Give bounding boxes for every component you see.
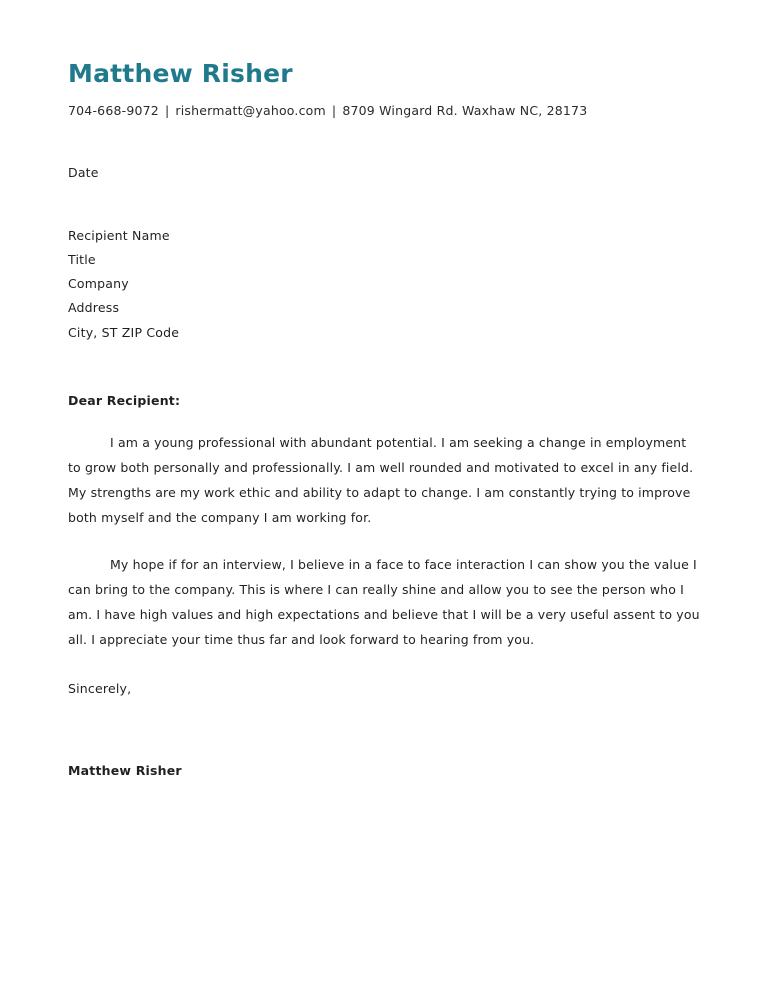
- signature-name: Matthew Risher: [68, 762, 182, 778]
- recipient-company: Company: [68, 276, 129, 292]
- recipient-name: Recipient Name: [68, 228, 170, 243]
- signature-space: [68, 701, 700, 763]
- phone-number: 704-668-9072: [68, 102, 159, 118]
- spacer-before-salutation: [68, 345, 700, 393]
- date-field: Date: [68, 165, 99, 180]
- spacer-before-date: [68, 119, 700, 165]
- recipient-city-state-zip: City, ST ZIP Code: [68, 324, 180, 340]
- contact-separator-1: |: [164, 102, 170, 118]
- recipient-block: [68, 224, 700, 345]
- recipient-address: Address: [68, 300, 120, 316]
- page-title: Matthew Risher: [68, 59, 293, 88]
- contact-line: [68, 102, 700, 120]
- mailing-address: 8709 Wingard Rd. Waxhaw NC, 28173: [342, 102, 588, 118]
- email-address: rishermatt@yahoo.com: [175, 102, 326, 118]
- salutation: Dear Recipient:: [68, 392, 181, 408]
- cover-letter: [68, 60, 700, 778]
- body-paragraph-2: My hope if for an interview, I believe in a face to face interaction I can show you the value I can bring to the company. This is where I can really shine and allow you to see the person who I am. I have high values and high expectations and believe that I will be a very useful assent to you all. I appreciate your time thus far and look forward to hearing from you.: [68, 556, 700, 647]
- body-paragraph-1: I am a young professional with abundant potential. I am seeking a change in employment to grow both personally and professionally. I am well rounded and motivated to excel in any field. My strengths are my work ethic and ability to adapt to change. I am constantly trying to improve both myself and the company I am working for.: [68, 434, 694, 525]
- recipient-title: Title: [68, 252, 96, 268]
- contact-separator-2: |: [331, 102, 337, 118]
- spacer-before-address: [68, 180, 700, 224]
- closing-line: Sincerely,: [68, 680, 132, 696]
